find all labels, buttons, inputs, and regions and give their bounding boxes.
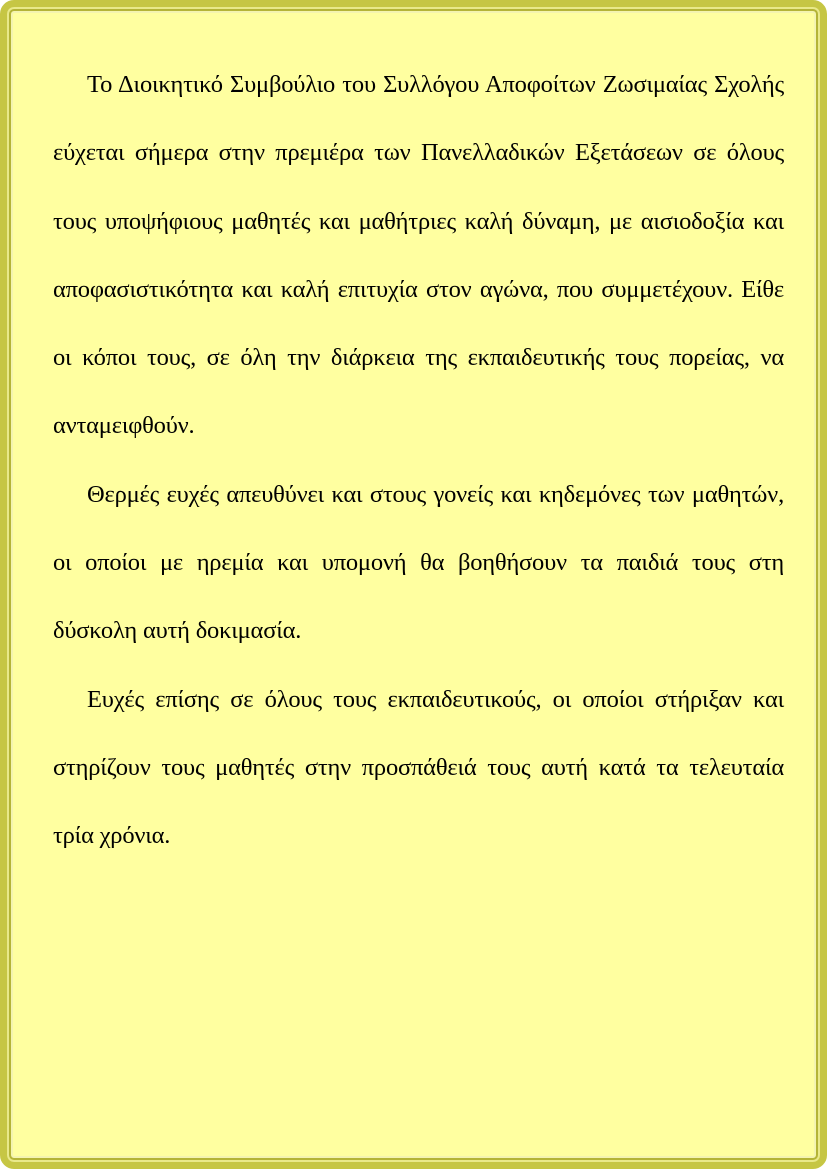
paragraph-parents-wishes: Θερμές ευχές απευθύνει και στους γονείς και κηδεμόνες των μαθητών, οι οποίοι με ηρεμία και υπομονή θα βοηθήσουν τα παιδιά τους στη δύσκολη αυτή δοκιμασία. — [53, 480, 784, 645]
message-body — [53, 51, 784, 871]
paragraph-board-wishes: Το Διοικητικό Συμβούλιο του Συλλόγου Αποφοίτων Ζωσιμαίας Σχολής εύχεται σήμερα στην πρεμιέρα των Πανελλαδικών Εξετάσεων σε όλους τους υποψήφιους μαθητές και μαθήτριες καλή δύναμη, με αισιοδοξία και αποφασιστικότητα και καλή επιτυχία στον αγώνα, που συμμετέχουν. Είθε οι κόποι τους, σε όλη την διάρκεια της εκπαιδευτικής τους πορείας, να ανταμειφθούν. — [53, 71, 784, 440]
paragraph-teachers-wishes: Ευχές επίσης σε όλους τους εκπαιδευτικούς, οι οποίοι στήριξαν και στηρίζουν τους μαθητές στην προσπάθειά τους αυτή κατά τα τελευταία τρία χρόνια. — [53, 685, 784, 850]
